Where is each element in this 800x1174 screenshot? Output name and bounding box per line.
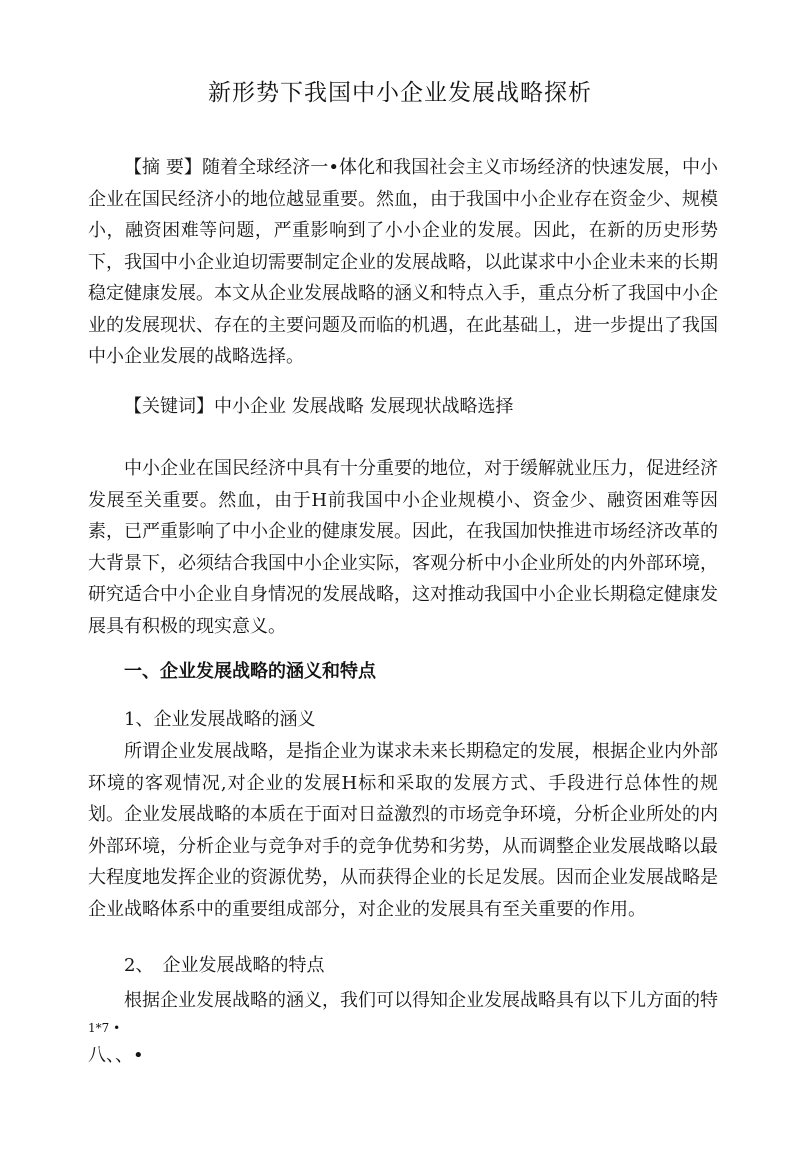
paper-title: 新形势下我国中小企业发展战略探析 bbox=[208, 80, 592, 106]
abstract-label: 【摘 要】 bbox=[124, 157, 202, 178]
subsection-heading-2: 2、 企业发展战略的特点 bbox=[124, 955, 325, 976]
keywords-label: 【关键词】 bbox=[124, 396, 214, 417]
keywords-text: 中小企业 发展战略 发展现状战略选择 bbox=[214, 396, 514, 417]
subsection-2-paragraph: 根据企业发展战略的涵义，我们可以得知企业发展战略具有以下儿方面的特 bbox=[124, 990, 718, 1011]
page-marker: 1*7 • bbox=[88, 1021, 121, 1035]
subsection-1-paragraph: 所谓企业发展战略，是指企业为谋求未来长期稳定的发展，根据企业内外部环境的客观情况,对企业的发展H标和采取的发展方式、手段进行总体性的规划。企业发展战略的本质在于面对日益激烈的市场竞争环境，分析企业所处的内外部环境，分析企业与竞争对手的竞争优势和劣势，从而调整企业发展战略以最大程度地发挥企业的资源优势，从而获得企业的长足发展。因而企业发展战略是企业战略体系中的重要组成部分，对企业的发展具有至关重要的作用。 bbox=[88, 741, 718, 920]
continuation-text: 八、、• bbox=[88, 1045, 144, 1066]
abstract-text: 随着全球经济一•体化和我国社会主义市场经济的快速发展，中小企业在国民经济小的地位越显重要。然血，由于我国中小企业存在资金少、规模小，融资困难等问题，严重影响到了小小企业的发展。因此，在新的历史形势下，我国中小企业迫切需要制定企业的发展战略，以此谋求中小企业未来的长期稳定健康发展。本文从企业发展战略的涵义和特点入手，重点分析了我国中小企业的发展现状、存在的主要问题及而临的机遇，在此基础丄，进一步提出了我国中小企业发展的战略选择。 bbox=[88, 157, 718, 367]
keywords-line bbox=[88, 391, 718, 423]
abstract-paragraph bbox=[88, 152, 718, 373]
intro-paragraph: 中小企业在国民经济中具有十分重要的地位，对于缓解就业压力，促进经济发展至关重要。然血，由于H前我国中小企业规模小、资金少、融资困难等因素，已严重影响了中小企业的健康发展。因此，在我国加快推进市场经济改革的大背景下，必须结合我国中小企业实际，客观分析中小企业所处的内外部环境，研究适合中小企业自身情况的发展战略，这对推动我国中小企业长期稳定健康发展具有积极的现实意义。 bbox=[88, 458, 718, 637]
section-heading: 一、企业发展战略的涵义和特点 bbox=[124, 661, 376, 682]
subsection-heading-1: 1、企业发展战略的涵义 bbox=[124, 709, 316, 730]
